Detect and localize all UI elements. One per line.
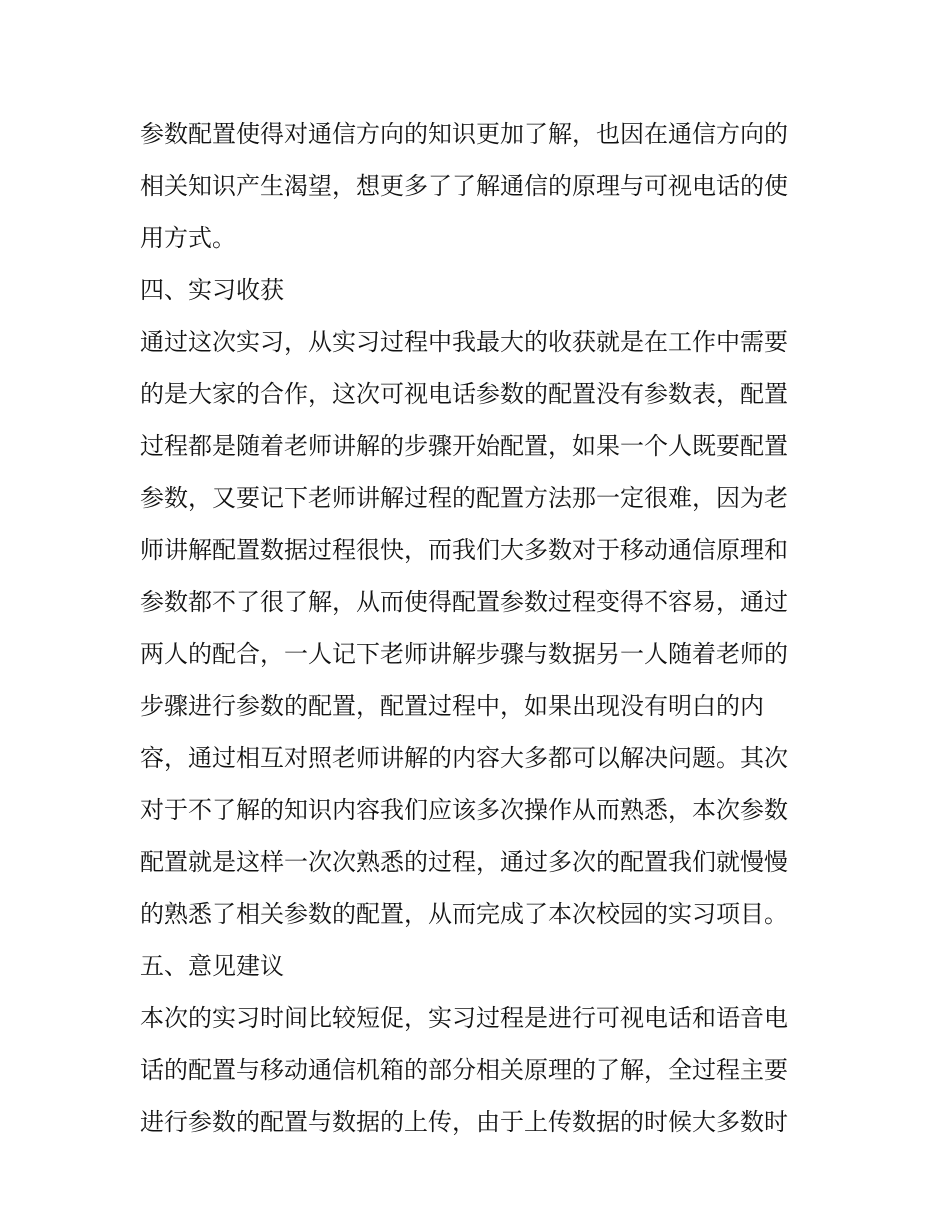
text-line: 的是大家的合作，这次可视电话参数的配置没有参数表，配置 (140, 380, 788, 408)
text-line: 步骤进行参数的配置，配置过程中，如果出现没有明白的内 (140, 692, 764, 720)
text-line: 参数，又要记下老师讲解过程的配置方法那一定很难，因为老 (140, 484, 788, 512)
section-heading-suggestions: 五、意见建议 (140, 952, 284, 980)
text-line: 本次的实习时间比较短促，实习过程是进行可视电话和语音电 (140, 1004, 788, 1032)
text-line: 师讲解配置数据过程很快，而我们大多数对于移动通信原理和 (140, 536, 788, 564)
text-line: 容，通过相互对照老师讲解的内容大多都可以解决问题。其次 (140, 744, 788, 772)
text-line: 过程都是随着老师讲解的步骤开始配置，如果一个人既要配置 (140, 432, 788, 460)
text-line: 通过这次实习，从实习过程中我最大的收获就是在工作中需要 (140, 328, 788, 356)
text-line: 话的配置与移动通信机箱的部分相关原理的了解，全过程主要 (140, 1056, 788, 1084)
text-line: 两人的配合，一人记下老师讲解步骤与数据另一人随着老师的 (140, 640, 788, 668)
text-line: 用方式。 (140, 224, 236, 252)
text-line: 参数配置使得对通信方向的知识更加了解，也因在通信方向的 (140, 120, 788, 148)
section-heading-harvest: 四、实习收获 (140, 276, 284, 304)
text-line: 对于不了解的知识内容我们应该多次操作从而熟悉，本次参数 (140, 796, 788, 824)
body-text (140, 108, 820, 1148)
text-line: 相关知识产生渴望，想更多了了解通信的原理与可视电话的使 (140, 172, 788, 200)
text-line: 的熟悉了相关参数的配置，从而完成了本次校园的实习项目。 (140, 900, 788, 928)
text-line: 配置就是这样一次次熟悉的过程，通过多次的配置我们就慢慢 (140, 848, 788, 876)
text-line: 进行参数的配置与数据的上传，由于上传数据的时候大多数时 (140, 1108, 788, 1136)
text-line: 参数都不了很了解，从而使得配置参数过程变得不容易，通过 (140, 588, 788, 616)
